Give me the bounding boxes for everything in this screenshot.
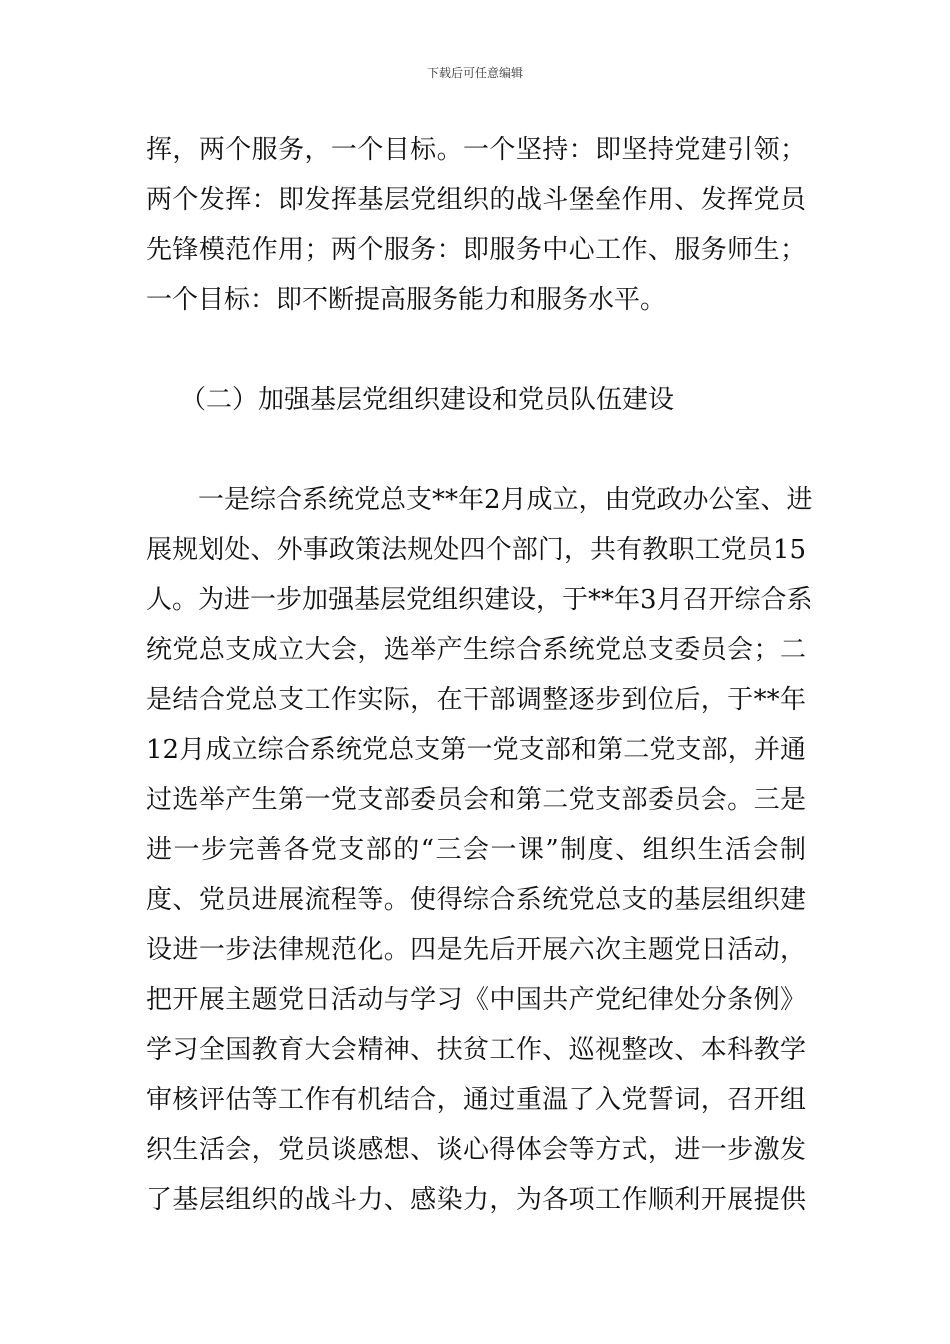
paragraph-line: 挥，两个服务，一个目标。一个坚持：即坚持党建引领； (146, 135, 806, 165)
paragraph-line: 人。为进一步加强基层党组织建设，于**年3月召开综合系 (146, 585, 813, 615)
paragraph-line: 过选举产生第一党支部委员会和第二党支部委员会。三是 (146, 785, 806, 815)
paragraph-line: 一是综合系统党总支**年2月成立，由党政办公室、进 (146, 485, 813, 515)
paragraph-line: 设进一步法律规范化。四是先后开展六次主题党日活动， (146, 935, 806, 965)
paragraph-line: 两个发挥：即发挥基层党组织的战斗堡垒作用、发挥党员 (146, 185, 806, 215)
paragraph-line: 织生活会，党员谈感想、谈心得体会等方式，进一步激发 (146, 1135, 806, 1165)
paragraph-2 (146, 475, 813, 1225)
paragraph-line: 一个目标：即不断提高服务能力和服务水平。 (146, 285, 667, 315)
paragraph-line: 是结合党总支工作实际，在干部调整逐步到位后，于**年 (146, 685, 806, 715)
page-header-note: 下载后可任意编辑 (426, 66, 523, 80)
paragraph-line: 先锋模范作用；两个服务：即服务中心工作、服务师生； (146, 235, 806, 265)
paragraph-line: 了基层组织的战斗力、感染力，为各项工作顺利开展提供 (146, 1185, 806, 1215)
paragraph-line: 度、党员进展流程等。使得综合系统党总支的基层组织建 (146, 885, 806, 915)
paragraph-line: 统党总支成立大会，选举产生综合系统党总支委员会；二 (146, 635, 806, 665)
section-heading: （二）加强基层党组织建设和党员队伍建设 (180, 385, 675, 415)
paragraph-1 (146, 125, 806, 325)
paragraph-line: 学习全国教育大会精神、扶贫工作、巡视整改、本科教学 (146, 1035, 806, 1065)
paragraph-line: 进一步完善各党支部的“三会一课”制度、组织生活会制 (146, 835, 806, 865)
paragraph-line: 展规划处、外事政策法规处四个部门，共有教职工党员15 (146, 535, 806, 565)
paragraph-line: 12月成立综合系统党总支第一党支部和第二党支部，并通 (146, 735, 806, 765)
paragraph-line: 审核评估等工作有机结合，通过重温了入党誓词，召开组 (146, 1085, 806, 1115)
paragraph-line: 把开展主题党日活动与学习《中国共产党纪律处分条例》 (146, 985, 806, 1015)
